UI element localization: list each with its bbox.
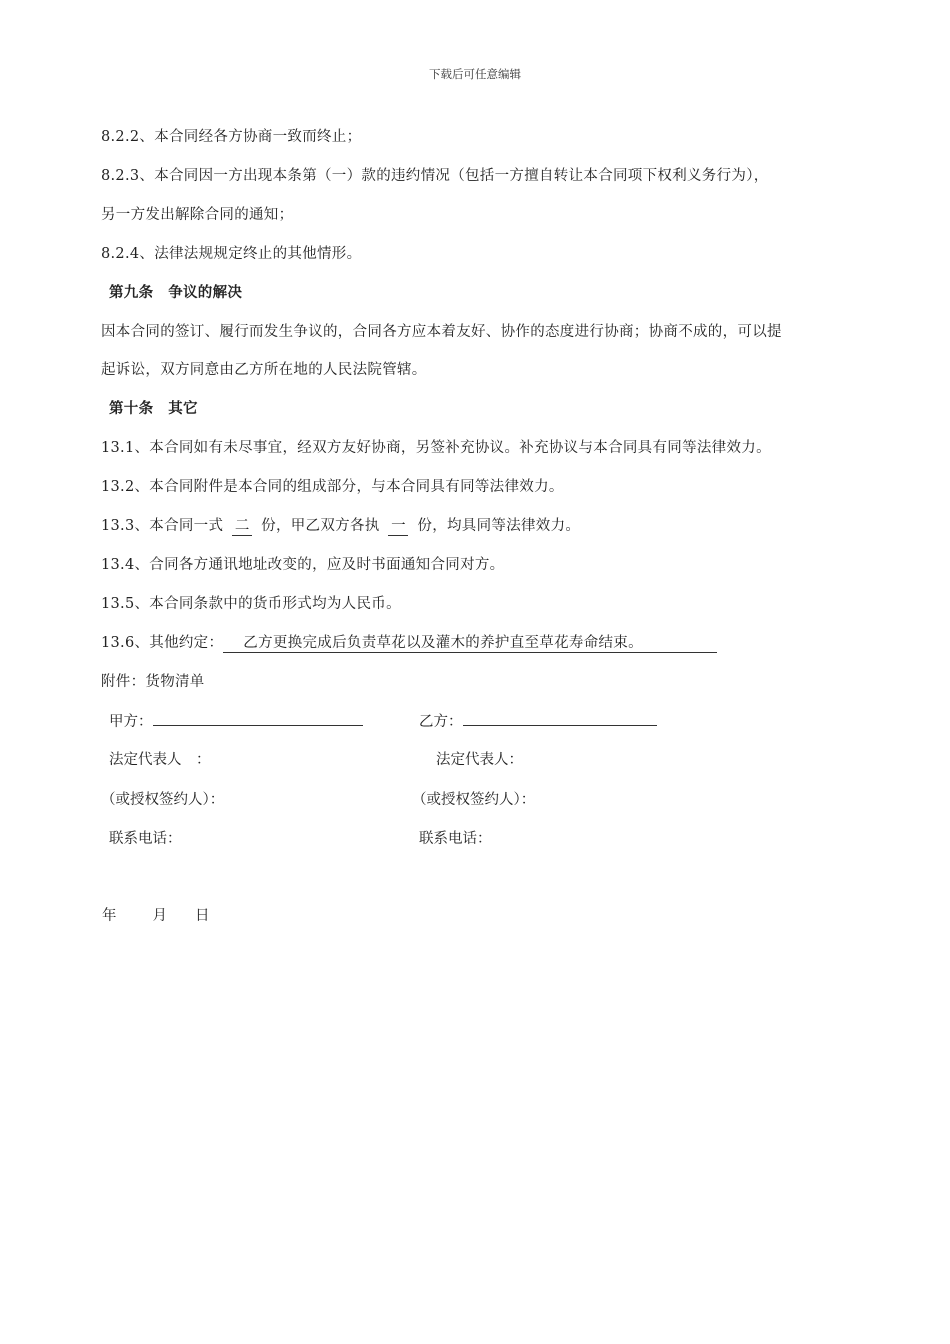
date-year: 年 [102,908,117,924]
party-b-signature-line[interactable] [463,711,657,726]
party-a-authorized-signer: （或授权签约人）： [101,792,225,808]
clause-13-3-suffix: 份，均具同等法律效力。 [417,518,581,534]
copies-each: 一 [388,517,408,536]
party-a-label: 甲方： [109,714,153,730]
copies-total: 二 [232,517,252,536]
clause-13-3-prefix: 13.3、本合同一式 [101,518,224,534]
clause-8-2-3-line2: 另一方发出解除合同的通知； [101,207,294,223]
attachment-line: 附件：货物清单 [101,674,205,690]
article-10-heading: 第十条 其它 [109,400,198,417]
clause-13-1: 13.1、本合同如有未尽事宜，经双方友好协商，另签补充协议。补充协议与本合同具有同等法律效力。 [101,440,771,456]
party-a-row [109,711,363,732]
article-9-paragraph-line2: 起诉讼，双方同意由乙方所在地的人民法院管辖。 [101,362,427,378]
party-a-representative: 法定代表人 ： [109,752,211,768]
article-9-paragraph-line1: 因本合同的签订、履行而发生争议的，合同各方应本着友好、协作的态度进行协商；协商不成的，可以提 [101,324,782,340]
page-header: 下载后可任意编辑 [429,67,521,81]
clause-8-2-4: 8.2.4、法律法规规定终止的其他情形。 [101,246,362,262]
party-b-phone: 联系电话： [419,831,492,847]
clause-13-6-label: 13.6、其他约定： [101,635,224,651]
clause-13-3 [101,516,580,536]
clause-13-6 [101,633,717,653]
date-day: 日 [195,908,210,924]
party-b-label: 乙方： [419,714,463,730]
party-b-authorized-signer: （或授权签约人）： [412,792,536,808]
party-b-row [419,711,657,732]
clause-8-2-2: 8.2.2、本合同经各方协商一致而终止； [101,129,362,145]
clause-8-2-3-line1: 8.2.3、本合同因一方出现本条第（一）款的违约情况（包括一方擅自转让本合同项下权利义务行为）， [101,168,769,184]
party-a-phone: 联系电话： [109,831,182,847]
other-agreement-text: 乙方更换完成后负责草花以及灌木的养护直至草花寿命结束。 [243,635,643,651]
clause-13-3-middle: 份，甲乙双方各执 [261,518,380,534]
party-a-signature-line[interactable] [153,711,363,726]
party-b-representative: 法定代表人： [436,752,523,768]
other-agreement-value [223,634,717,653]
clause-13-2: 13.2、本合同附件是本合同的组成部分，与本合同具有同等法律效力。 [101,479,564,495]
date-line [102,906,210,926]
clause-13-5: 13.5、本合同条款中的货币形式均为人民币。 [101,596,401,612]
clause-13-4: 13.4、合同各方通讯地址改变的，应及时书面通知合同对方。 [101,557,505,573]
article-9-heading: 第九条 争议的解决 [109,284,243,301]
date-month: 月 [152,908,167,924]
